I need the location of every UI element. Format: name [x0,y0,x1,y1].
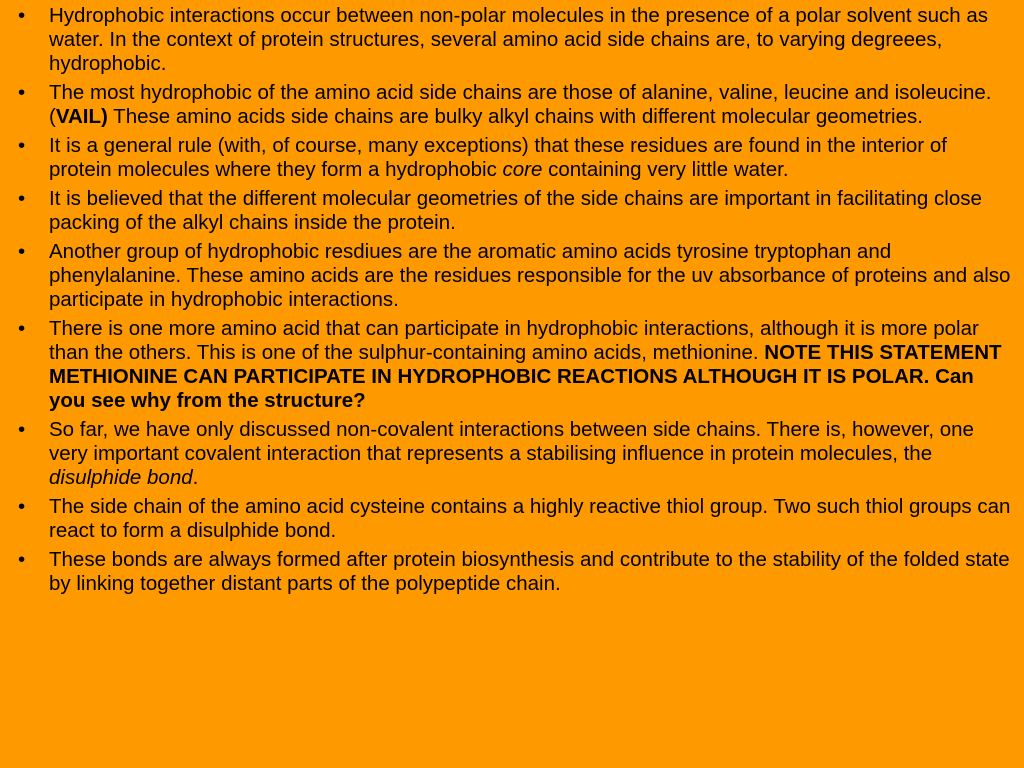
bullet-marker: • [18,495,26,518]
bullet-marker: • [18,317,26,340]
bullet-item [18,187,1012,235]
bullet-marker: • [18,134,26,157]
bullet-italic-text: disulphide bond [49,466,193,489]
bullet-text: containing very little water. [542,158,789,181]
bullet-marker: • [18,240,26,263]
bullet-item [18,81,1012,129]
bullet-marker: • [18,4,26,27]
bullet-item [18,495,1012,543]
bullet-bold-text: NOTE THIS STATEMENT METHIONINE CAN PARTICIPATE IN HYDROPHOBIC REACTIONS ALTHOUGH IT IS POLAR. Can you see why from the structure? [49,341,1002,412]
bullet-italic-text: core [502,158,543,181]
bullet-item [18,240,1012,312]
bullet-item [18,317,1012,413]
bullet-text: The side chain of the amino acid cysteine contains a highly reactive thiol group. Two such thiol groups can react to form a disulphide bond. [49,495,1011,542]
bullet-item [18,134,1012,182]
bullet-item [18,4,1012,76]
bullet-list [18,4,1012,596]
bullet-text: These bonds are always formed after protein biosynthesis and contribute to the stability of the folded state by linking together distant parts of the polypeptide chain. [49,548,1010,595]
bullet-text: There is one more amino acid that can participate in hydrophobic interactions, although it is more polar than the others. This is one of the sulphur-containing amino acids, methionine. [49,317,979,364]
bullet-bold-text: VAIL) [55,105,108,128]
bullet-marker: • [18,187,26,210]
bullet-text: It is believed that the different molecular geometries of the side chains are important in facilitating close packing of the alkyl chains inside the protein. [49,187,982,234]
bullet-text: Another group of hydrophobic resdiues are the aromatic amino acids tyrosine tryptophan and phenylalanine. These amino acids are the residues responsible for the uv absorbance of proteins and also participate in hydrophobic interactions. [49,240,1011,311]
bullet-text: Hydrophobic interactions occur between non-polar molecules in the presence of a polar solvent such as water. In the context of protein structures, several amino acid side chains are, to varying degreees, hydrophobic. [49,4,988,75]
bullet-item [18,418,1012,490]
bullet-text: So far, we have only discussed non-covalent interactions between side chains. There is, however, one very important covalent interaction that represents a stabilising influence in protein molecules, the [49,418,974,465]
bullet-marker: • [18,81,26,104]
bullet-text: These amino acids side chains are bulky alkyl chains with different molecular geometries. [107,105,923,128]
bullet-text: It is a general rule (with, of course, many exceptions) that these residues are found in the interior of protein molecules where they form a hydrophobic [49,134,947,181]
bullet-item [18,548,1012,596]
bullet-text: . [192,466,199,489]
bullet-text: The most hydrophobic of the amino acid side chains are those of alanine, valine, leucine and isoleucine.( [49,81,992,128]
bullet-marker: • [18,418,26,441]
bullet-marker: • [18,548,26,571]
